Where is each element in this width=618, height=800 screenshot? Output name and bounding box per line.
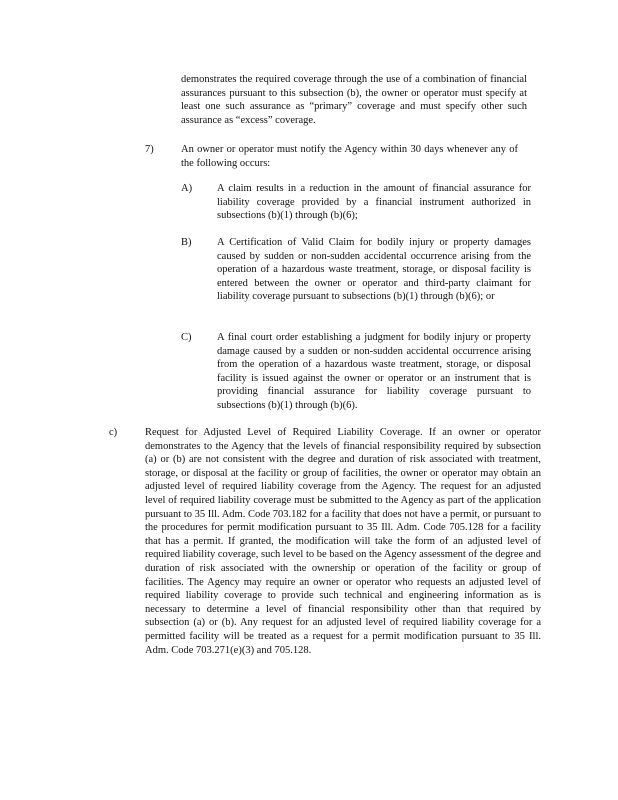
subitem-b-label: B) — [181, 237, 192, 248]
subitem-a-label: A) — [181, 183, 193, 194]
subitem-c-label: C) — [181, 332, 192, 343]
item-7-label: 7) — [145, 144, 154, 155]
subitem-b-text: A Certification of Valid Claim for bodily injury or property damages caused by sudden or non-sudden accidental occurrence arising from the operation of a hazardous waste treatment, storage, or disposal facility is entered between the owner or operator and third-party claimant for liability coverage pursuant to subsections (b)(1) through (b)(6); or — [217, 237, 531, 303]
subitem-a-text: A claim results in a reduction in the amount of financial assurance for liability coverage provided by a financial instrument authorized in subsections (b)(1) through (b)(6); — [217, 183, 531, 222]
subitem-c-text: A final court order establishing a judgment for bodily injury or property damage caused by a sudden or non-sudden accidental occurrence arising from the operation of a hazardous waste treatment, storage, or disposal facility is issued against the owner or operator or an instrument that is providing financial assurance for liability coverage pursuant to subsections (b)(1) through (b)(6). — [217, 332, 531, 411]
continuation-paragraph: demonstrates the required coverage through the use of a combination of financial assurances pursuant to this subsection (b), the owner or operator must specify at least one such assurance as “primary” coverage and must specify other such assurance as “excess” coverage. — [181, 74, 527, 126]
section-c-label: c) — [109, 427, 118, 438]
item-7-text: An owner or operator must notify the Agency within 30 days whenever any of the following occurs: — [181, 144, 518, 169]
section-c-text: Request for Adjusted Level of Required Liability Coverage. If an owner or operator demonstrates to the Agency that the levels of financial responsibility required by subsection (a) or (b) are not consistent with the degree and duration of risk associated with treatment, storage, or disposal at the facility or group of facilities, the owner or operator may obtain an adjusted level of required liability coverage from the Agency. The request for an adjusted level of required liability coverage must be submitted to the Agency as part of the application pursuant to 35 Ill. Adm. Code 703.182 for a facility that does not have a permit, or pursuant to the procedures for permit modification pursuant to 35 Ill. Adm. Code 705.128 for a facility that has a permit. If granted, the modification will take the form of an adjusted level of required liability coverage, such level to be based on the Agency assessment of the degree and duration of risk associated with the ownership or operation of the facility or group of facilities. The Agency may require an owner or operator who requests an adjusted level of required liability coverage to provide such technical and engineering information as is necessary to determine a level of financial responsibility other than that required by subsection (a) or (b). Any request for an adjusted level of required liability coverage for a permitted facility will be treated as a request for a permit modification pursuant to 35 Ill. Adm. Code 703.271(e)(3) and 705.128. — [145, 427, 542, 656]
